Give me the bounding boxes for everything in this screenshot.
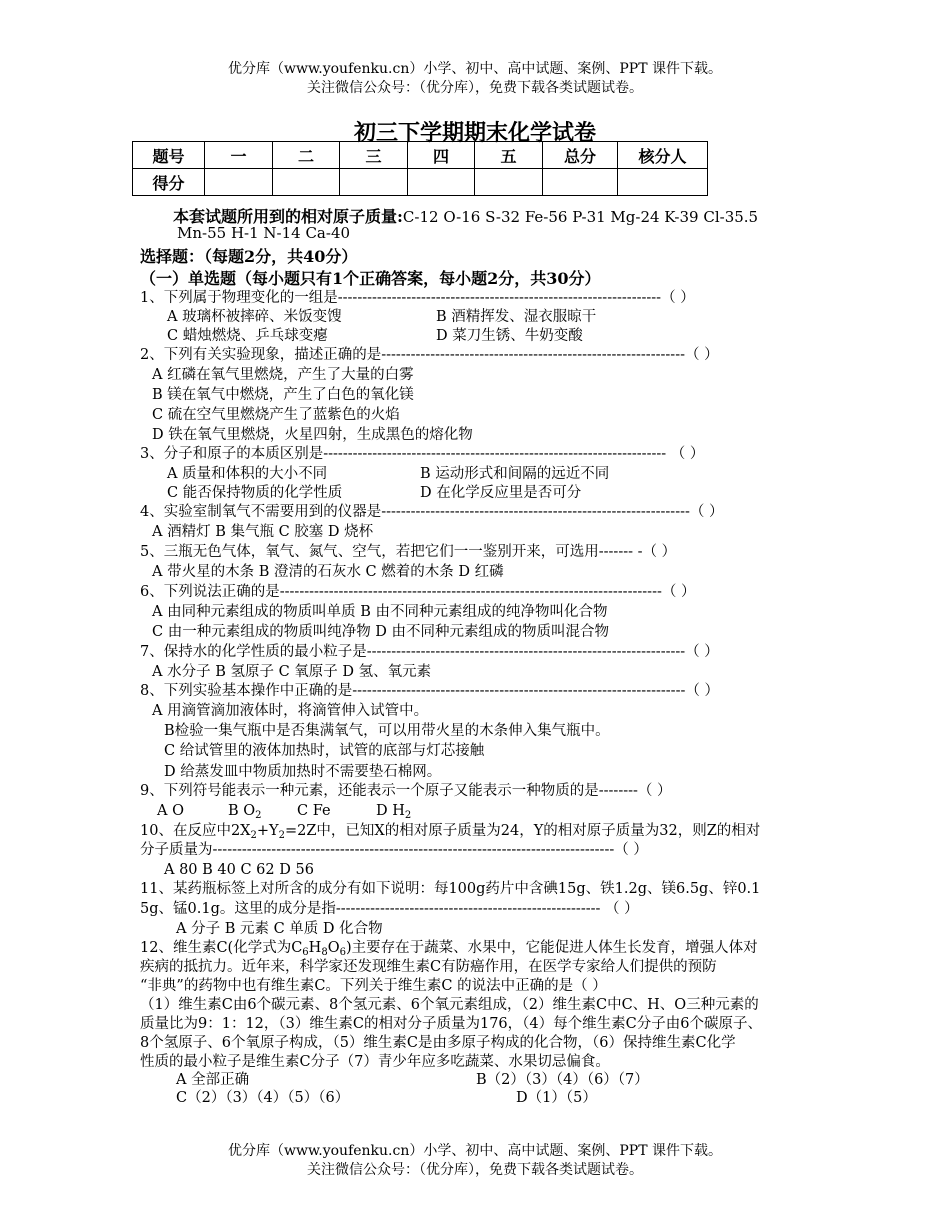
score-cell: 核分人 (618, 142, 708, 169)
page-title: 初三下学期期末化学试卷 (353, 120, 596, 146)
question-3-option-d[interactable]: D 在化学反应里是否可分 (420, 485, 582, 501)
question-10-stem-part: 10、在反应中2X (140, 823, 251, 839)
question-1-option-c[interactable]: C 蜡烛燃烧、乒乓球变瘪 (167, 328, 328, 344)
question-1-option-a[interactable]: A 玻璃杯被摔碎、米饭变馊 (167, 309, 342, 325)
question-10-options[interactable]: A 80 B 40 C 62 D 56 (164, 862, 314, 878)
question-12-line-7: 性质的最小粒子是维生素C分子（7）青少年应多吃蔬菜、水果切忌偏食。 (140, 1054, 610, 1070)
question-9-option-d-text: D H (376, 803, 405, 819)
question-10-stem-part: +Y (256, 823, 279, 839)
footer-line-2: 关注微信公众号：（优分库），免费下载各类试题试卷。 (307, 1162, 643, 1178)
footer-line-1: 优分库（www.youfenku.cn）小学、初中、高中试题、案例、PPT 课件下载。 (227, 1143, 722, 1159)
question-1-stem: 1、下列属于物理变化的一组是------------------------------------------------------------------（ ） (140, 290, 695, 306)
section-title: 选择题：（每题2分，共40分） (140, 247, 358, 266)
question-5-stem: 5、三瓶无色气体，氧气、氮气、空气，若把它们一一鉴别开来，可选用------- -（ ） (140, 544, 677, 560)
question-11-options[interactable]: A 分子 B 元素 C 单质 D 化合物 (176, 921, 383, 937)
score-cell: 三 (340, 142, 408, 169)
question-3-option-b[interactable]: B 运动形式和间隔的远近不同 (420, 466, 610, 482)
question-9-option-b-text: B O (228, 803, 256, 819)
score-entry-cell[interactable] (475, 169, 543, 196)
score-cell: 题号 (133, 142, 205, 169)
subscript: 8 (321, 947, 328, 958)
question-8-option-d[interactable]: D 给蒸发皿中物质加热时不需要垫石棉网。 (164, 764, 442, 780)
atomic-mass-values: C-12 O-16 S-32 Fe-56 P-31 Mg-24 K-39 Cl-35.5 (402, 208, 759, 226)
score-table-score-row (133, 169, 708, 196)
question-7-stem: 7、保持水的化学性质的最小粒子是-----------------------------------------------------------------（ ） (140, 644, 719, 660)
question-12-option-a[interactable]: A 全部正确 (176, 1072, 250, 1088)
question-6-options-ab[interactable]: A 由同种元素组成的物质叫单质 B 由不同种元素组成的纯净物叫化合物 (152, 604, 608, 620)
subsection-title: （一）单选题（每小题只有1个正确答案，每小题2分，共30分） (140, 269, 601, 288)
question-1-option-b[interactable]: B 酒精挥发、湿衣服晾干 (436, 309, 597, 325)
score-table-header-row (133, 142, 708, 169)
score-cell: 四 (408, 142, 475, 169)
question-10-stem-part: =2Z中，已知X的相对原子质量为24，Y的相对原子质量为32，则Z的相对 (284, 823, 761, 839)
score-entry-cell[interactable] (618, 169, 708, 196)
question-9-option-c[interactable]: C Fe (297, 803, 331, 819)
question-8-stem: 8、下列实验基本操作中正确的是--------------------------------------------------------------------（ ） (140, 683, 719, 699)
question-5-options[interactable]: A 带火星的木条 B 澄清的石灰水 C 燃着的木条 D 红磷 (152, 564, 504, 580)
question-7-options[interactable]: A 水分子 B 氢原子 C 氧原子 D 氢、氧元素 (152, 664, 432, 680)
question-12-text-part: O (327, 940, 340, 956)
subscript: 2 (278, 830, 285, 841)
header-line-2: 关注微信公众号：（优分库），免费下载各类试题试卷。 (307, 80, 643, 96)
question-12-line-1 (140, 938, 758, 958)
question-1-option-d[interactable]: D 菜刀生锈、牛奶变酸 (436, 328, 583, 344)
subscript: 6 (302, 947, 309, 958)
question-2-option-d[interactable]: D 铁在氧气里燃烧，火星四射，生成黑色的熔化物 (152, 427, 473, 443)
score-cell: 一 (205, 142, 273, 169)
question-11-line-1: 11、某药瓶标签上对所含的成分有如下说明：每100g药片中含碘15g、铁1.2g、镁6.5g、锌0.1 (140, 881, 761, 897)
question-12-option-b[interactable]: B（2）（3）（4）（6）（7） (476, 1072, 649, 1088)
score-entry-cell[interactable] (340, 169, 408, 196)
subscript: 6 (339, 947, 346, 958)
question-2-stem: 2、下列有关实验现象，描述正确的是--------------------------------------------------------------（ ） (140, 347, 719, 363)
question-8-option-a[interactable]: A 用滴管滴加液体时，将滴管伸入试管中。 (152, 703, 429, 719)
score-cell: 五 (475, 142, 543, 169)
question-2-option-b[interactable]: B 镁在氧气中燃烧，产生了白色的氧化镁 (152, 387, 414, 403)
score-cell: 二 (273, 142, 340, 169)
question-6-options-cd[interactable]: C 由一种元素组成的物质叫纯净物 D 由不同种元素组成的物质叫混合物 (152, 624, 610, 640)
score-entry-cell[interactable] (205, 169, 273, 196)
question-3-option-a[interactable]: A 质量和体积的大小不同 (167, 466, 328, 482)
question-12-line-5: 质量比为9：1：12，（3）维生素C的相对分子质量为176，（4）每个维生素C分子由6个碳原子、 (140, 1016, 762, 1032)
question-10-stem (140, 821, 760, 841)
score-entry-cell[interactable] (408, 169, 475, 196)
question-8-option-c[interactable]: C 给试管里的液体加热时，试管的底部与灯芯接触 (164, 743, 485, 759)
subscript: 2 (255, 810, 262, 821)
header-line-1: 优分库（www.youfenku.cn）小学、初中、高中试题、案例、PPT 课件下载。 (227, 61, 722, 77)
question-2-option-c[interactable]: C 硫在空气里燃烧产生了蓝紫色的火焰 (152, 407, 400, 423)
question-12-text-part: H (308, 940, 322, 956)
question-4-stem: 4、实验室制氧气不需要用到的仪器是---------------------------------------------------------------（ ） (140, 504, 724, 520)
question-6-stem: 6、下列说法正确的是------------------------------------------------------------------------------（ ） (140, 584, 696, 600)
question-10-stem-line-2: 分子质量为----------------------------------------------------------------------------------（ ） (140, 842, 648, 858)
score-entry-cell[interactable] (273, 169, 340, 196)
score-cell: 总分 (543, 142, 618, 169)
question-12-line-2: 疾病的抵抗力。近年来，科学家还发现维生素C有防癌作用，在医学专家给人们提供的预防 (140, 959, 717, 975)
question-4-options[interactable]: A 酒精灯 B 集气瓶 C 胶塞 D 烧杯 (152, 524, 374, 540)
subscript: 2 (250, 830, 257, 841)
score-row-label: 得分 (133, 169, 205, 196)
question-12-line-3: “非典”的药物中也有维生素C。下列关于维生素C 的说法中正确的是（ ） (140, 978, 607, 994)
atomic-mass-line-2: Mn-55 H-1 N-14 Ca-40 (177, 224, 351, 242)
question-12-text-part: 12、维生素C(化学式为C (140, 940, 303, 956)
question-8-option-b[interactable]: B检验一集气瓶中是否集满氧气，可以用带火星的木条伸入集气瓶中。 (164, 723, 610, 739)
question-12-text-part: )主要存在于蔬菜、水果中，它能促进人体生长发育，增强人体对 (345, 940, 758, 956)
score-entry-cell[interactable] (543, 169, 618, 196)
question-2-option-a[interactable]: A 红磷在氧气里燃烧，产生了大量的白雾 (152, 367, 414, 383)
question-12-line-4: （1）维生素C由6个碳元素、8个氢元素、6个氧元素组成，（2）维生素C中C、H、O三种元素的 (140, 997, 759, 1013)
question-9-option-a[interactable]: A O (157, 803, 184, 819)
question-12-option-d[interactable]: D（1）（5） (516, 1090, 597, 1106)
question-3-option-c[interactable]: C 能否保持物质的化学性质 (167, 485, 343, 501)
question-12-line-6: 8个氢原子、6个氧原子构成，（5）维生素C是由多原子构成的化合物，（6）保持维生素C化学 (140, 1035, 736, 1051)
question-3-stem: 3、分子和原子的本质区别是---------------------------------------------------------------------- （ ） (140, 446, 705, 462)
question-9-stem: 9、下列符号能表示一种元素，还能表示一个原子又能表示一种物质的是--------（ ） (140, 783, 672, 799)
question-12-option-c[interactable]: C（2）（3）（4）（5）（6） (176, 1090, 350, 1106)
question-9-option-b[interactable] (228, 801, 262, 821)
question-9-option-d[interactable] (376, 801, 411, 821)
score-table (132, 141, 708, 196)
subscript: 2 (404, 810, 412, 821)
atomic-mass-label: 本套试题所用到的相对原子质量: (173, 207, 403, 226)
question-11-line-2: 5g、锰0.1g。这里的成分是指------------------------------------------------------ （ ） (140, 901, 639, 917)
